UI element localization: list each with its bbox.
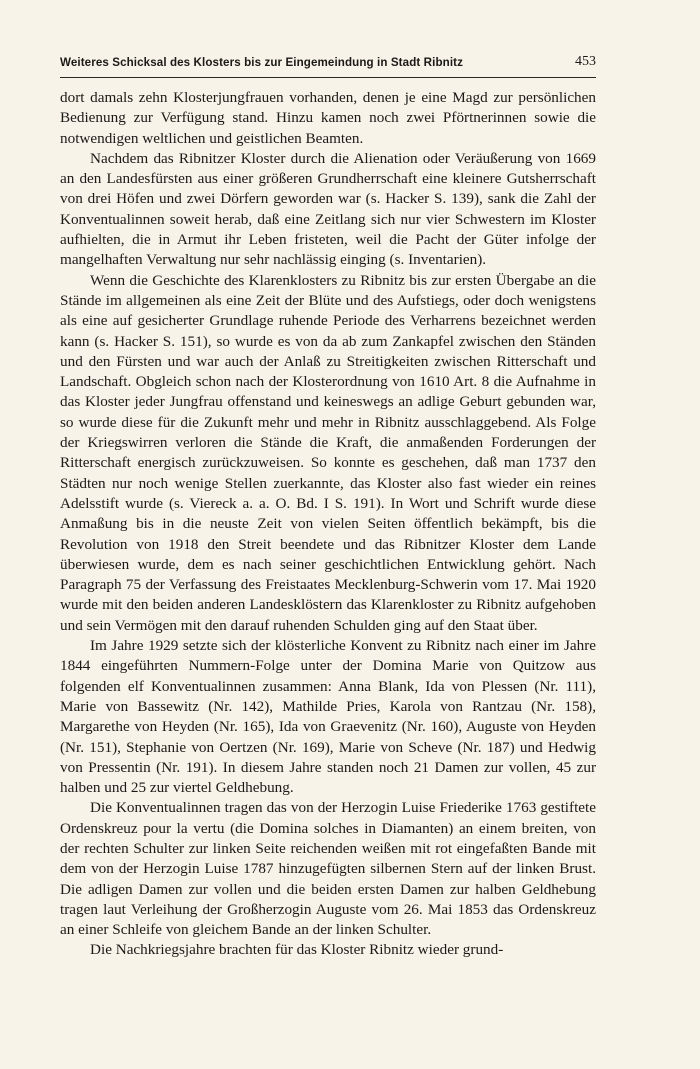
- paragraph-continued: dort damals zehn Klosterjungfrauen vorhanden, denen je eine Magd zur persönlichen Bedienung zur Verfügung stand. Hinzu kamen noch zwei Pförtnerinnen sowie die notwendigen weltlichen und geistlichen Beamten.: [60, 89, 596, 147]
- header-rule: [60, 77, 596, 78]
- paragraph-order-cross: Die Konventualinnen tragen das von der Herzogin Luise Friederike 1763 gestiftete Ordenskreuz pour la vertu (die Domina solches in Diamanten) an einem breiten, von der rechten Schulter zur linken Seite reichenden weißen mit rot eingefaßten Bande mit dem von der Herzogin Luise 1787 hinzugefügten silbernen Stern auf der linken Brust. Die adligen Damen zur vollen und die beiden ersten Damen zur halben Geldhebung tragen laut Verleihung der Großherzogin Auguste vom 26. Mai 1853 das Ordenskreuz an einer Schleife von gleichem Bande an der linken Schulter.: [60, 799, 596, 939]
- paragraph-postwar: Die Nachkriegsjahre brachten für das Kloster Ribnitz wieder grund-: [90, 941, 504, 959]
- running-header-title: Weiteres Schicksal des Klosters bis zur Eingemeindung in Stadt Ribnitz: [60, 55, 463, 69]
- paragraph-history: Wenn die Geschichte des Klarenklosters zu Ribnitz bis zur ersten Übergabe an die Stände im allgemeinen als eine Zeit der Blüte und des Aufstiegs, oder doch wenigstens als eine auf gesicherter Grundlage ruhende Periode des Verharrens bezeichnet werden kann (s. Hacker S. 151), so wurde es von da ab zum Zankapfel zwischen den Ständen und den Fürsten und war auch der Anlaß zu Streitigkeiten zwischen Ritterschaft und Landschaft. Obgleich schon nach der Klosterordnung von 1610 Art. 8 die Aufnahme in das Kloster jeder Jungfrau offenstand und keineswegs an adlige Geburt gebunden war, so wurde diese für die Zukunft mehr und mehr in Ribnitz ausschlaggebend. Als Folge der Kriegswirren verloren die Stände die Kraft, die anmaßenden Forderungen der Ritterschaft energisch zurückzuweisen. So konnte es geschehen, daß man 1737 den Städten nur noch wenige Stellen zuerkannte, das Kloster also fast wieder ein reines Adelsstift wurde (s. Viereck a. a. O. Bd. I S. 191). In Wort und Schrift wurde diese Anmaßung bis in die neuste Zeit von vielen Seiten öffentlich bekämpft, bis die Revolution von 1918 den Streit beendete und das Ribnitzer Kloster dem Lande überwiesen wurde, dem es nach seiner geschichtlichen Entwicklung gehört. Nach Paragraph 75 der Verfassung des Freistaates Mecklenburg-Schwerin vom 17. Mai 1920 wurde mit den beiden anderen Landesklöstern das Klarenkloster zu Ribnitz aufgehoben und sein Vermögen mit den darauf ruhenden Schulden ging auf den Staat über.: [60, 271, 596, 634]
- body-text: [60, 88, 596, 961]
- paragraph-alienation: Nachdem das Ribnitzer Kloster durch die Alienation oder Veräußerung von 1669 an den Landesfürsten aus einer größeren Grundherrschaft eine kleinere Gutsherrschaft von drei Höfen und zwei Dörfern geworden war (s. Hacker S. 139), sank die Zahl der Konventualinnen soweit herab, daß eine Zeitlang sich nur vier Schwestern im Kloster aufhielten, die in Armut ihr Leben fristeten, weil die Pacht der Güter infolge der mangelhaften Verwaltung nur sehr nachlässig einging (s. Inventarien).: [60, 149, 596, 269]
- running-header: [60, 50, 596, 74]
- page-number: 453: [575, 54, 596, 69]
- paragraph-convent-1929: Im Jahre 1929 setzte sich der klösterliche Konvent zu Ribnitz nach einer im Jahre 1844 eingeführten Nummern-Folge unter der Domina Marie von Quitzow aus folgenden elf Konventualinnen zusammen: Anna Blank, Ida von Plessen (Nr. 111), Marie von Bassewitz (Nr. 142), Mathilde Pries, Karola von Rantzau (Nr. 158), Margarethe von Heyden (Nr. 165), Ida von Graevenitz (Nr. 160), Auguste von Heyden (Nr. 151), Stephanie von Oertzen (Nr. 169), Marie von Scheve (Nr. 187) und Hedwig von Pressentin (Nr. 191). In diesem Jahre standen noch 21 Damen zur vollen, 45 zur halben und 25 zur viertel Geldhebung.: [60, 637, 596, 797]
